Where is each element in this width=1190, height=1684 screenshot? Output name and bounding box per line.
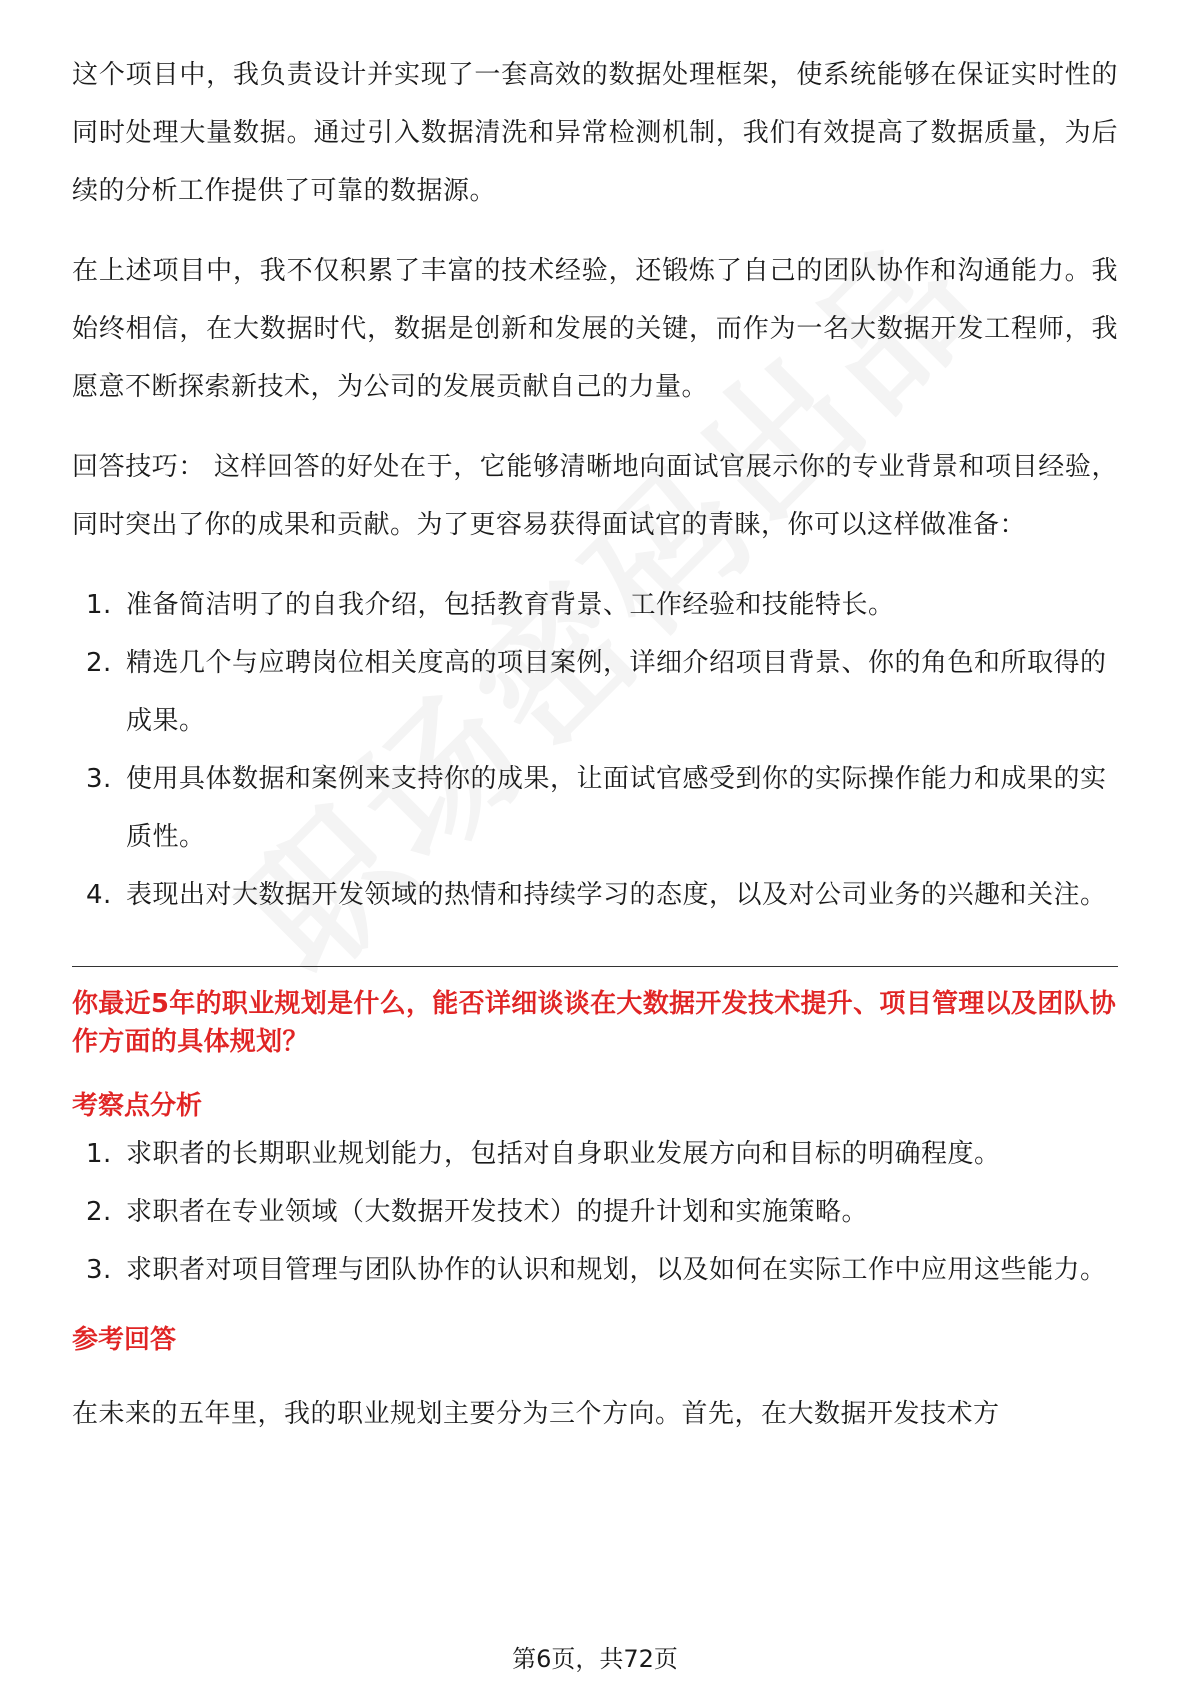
list-number: 2. [86,1197,112,1227]
list-item [72,634,1118,750]
prep-list [72,576,1118,924]
answer-paragraph: 在未来的五年里，我的职业规划主要分为三个方向。首先，在大数据开发技术方 [72,1399,1000,1429]
list-item-text: 求职者对项目管理与团队协作的认识和规划，以及如何在实际工作中应用这些能力。 [126,1255,1107,1285]
answer-title: 参考回答 [72,1325,177,1355]
page-content [72,46,1118,1443]
list-number: 3. [86,764,112,794]
list-item [72,576,1118,634]
list-item-text: 使用具体数据和案例来支持你的成果，让面试官感受到你的实际操作能力和成果的实质性。 [126,764,1107,852]
interview-question: 你最近5年的职业规划是什么，能否详细谈谈在大数据开发技术提升、项目管理以及团队协作方面的具体规划？ [72,989,1117,1057]
paragraph-teamwork: 在上述项目中，我不仅积累了丰富的技术经验，还锻炼了自己的团队协作和沟通能力。我始终相信，在大数据时代，数据是创新和发展的关键，而作为一名大数据开发工程师，我愿意不断探索新技术，为公司的发展贡献自己的力量。 [72,256,1118,402]
list-item-text: 求职者在专业领域（大数据开发技术）的提升计划和实施策略。 [126,1197,869,1227]
list-item-text: 表现出对大数据开发领域的热情和持续学习的态度，以及对公司业务的兴趣和关注。 [126,880,1107,910]
analysis-title: 考察点分析 [72,1091,203,1121]
list-item [72,1241,1118,1299]
list-item-text: 精选几个与应聘岗位相关度高的项目案例，详细介绍项目背景、你的角色和所取得的成果。 [126,648,1107,736]
paragraph-answer-tips: 回答技巧： 这样回答的好处在于，它能够清晰地向面试官展示你的专业背景和项目经验，同时突出了你的成果和贡献。为了更容易获得面试官的青睐，你可以这样做准备： [72,452,1118,540]
analysis-list [72,1125,1118,1299]
section-divider [72,966,1118,967]
list-item-text: 准备简洁明了的自我介绍，包括教育背景、工作经验和技能特长。 [126,590,895,620]
paragraph-project-framework: 这个项目中，我负责设计并实现了一套高效的数据处理框架，使系统能够在保证实时性的同时处理大量数据。通过引入数据清洗和异常检测机制，我们有效提高了数据质量，为后续的分析工作提供了可靠的数据源。 [72,60,1118,206]
list-item [72,1183,1118,1241]
list-number: 3. [86,1255,112,1285]
list-number: 2. [86,648,112,678]
list-item [72,866,1118,924]
list-item [72,1125,1118,1183]
list-number: 4. [86,880,112,910]
list-item [72,750,1118,866]
list-number: 1. [86,1139,112,1169]
list-number: 1. [86,590,112,620]
page-number-footer: 第6页，共72页 [0,1642,1190,1684]
list-item-text: 求职者的长期职业规划能力，包括对自身职业发展方向和目标的明确程度。 [126,1139,1001,1169]
